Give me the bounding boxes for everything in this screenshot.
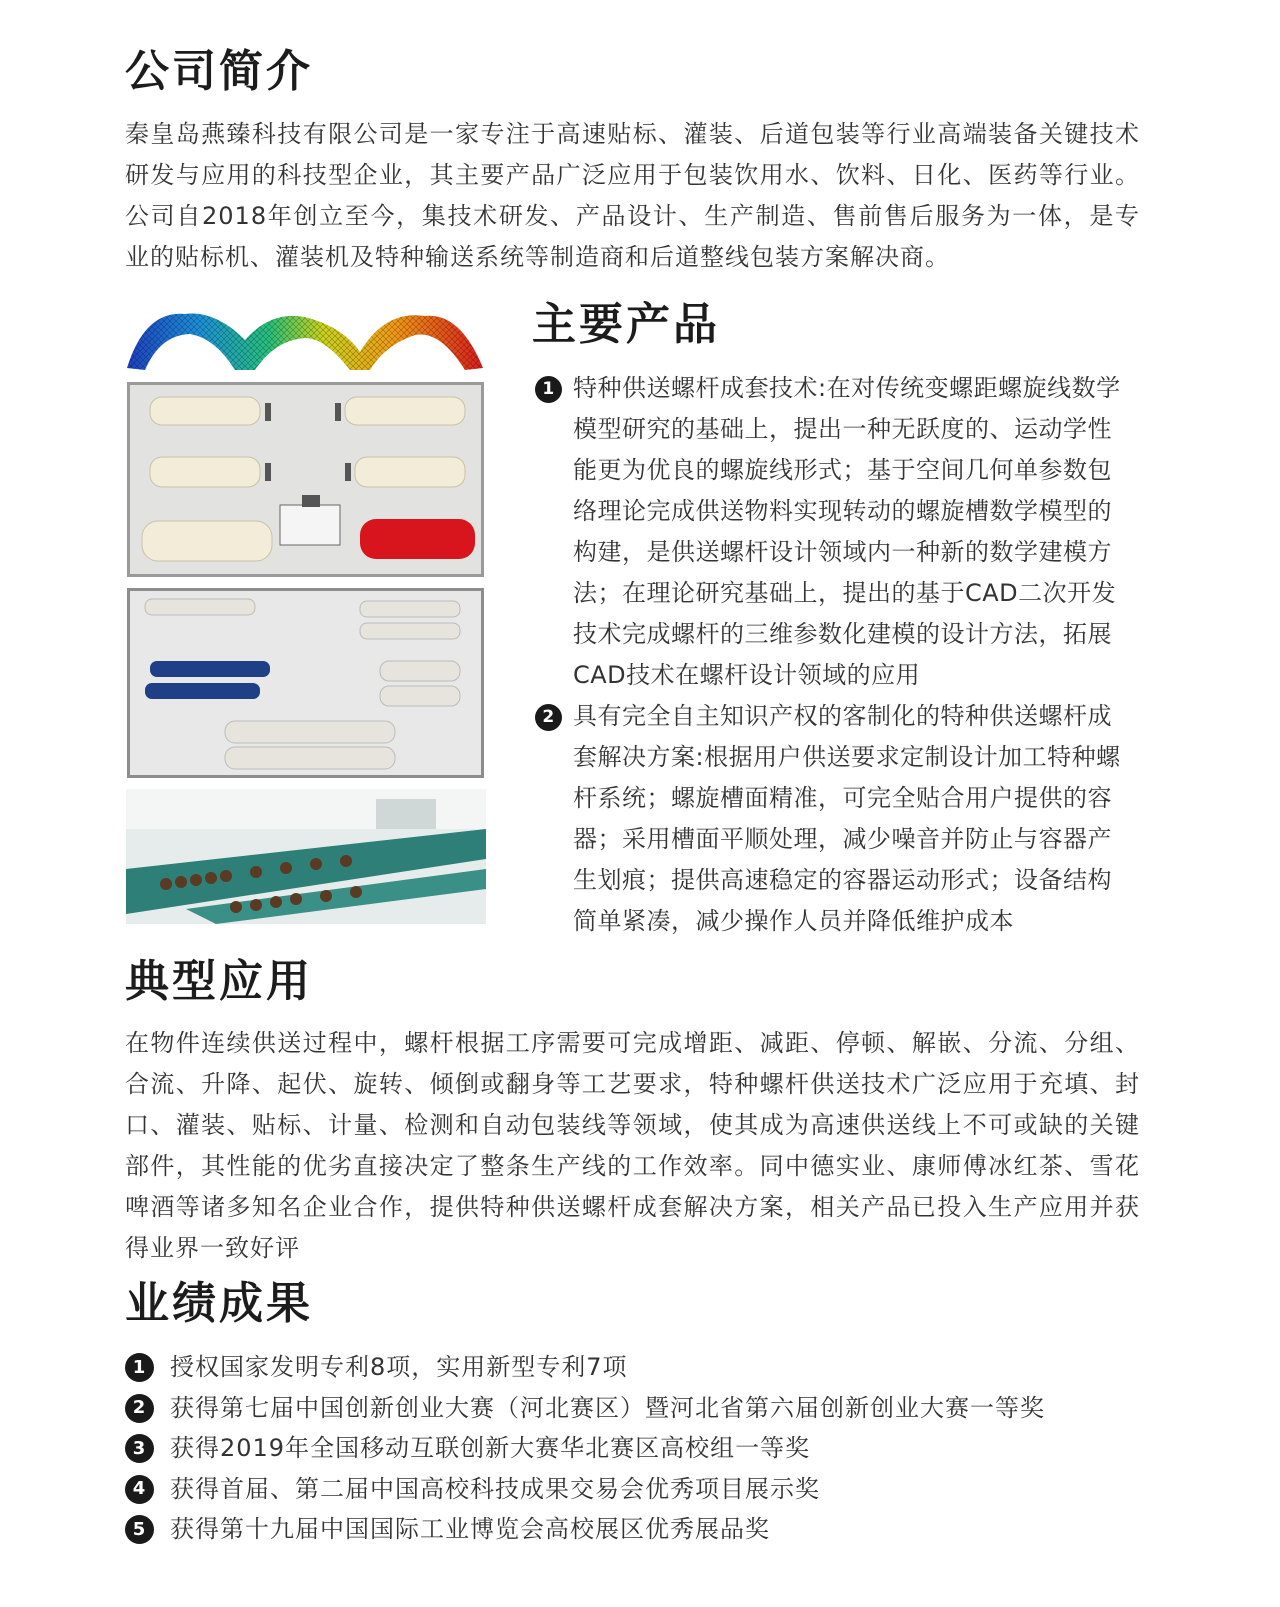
list-item-text: 特种供送螺杆成套技术:在对传统变螺距螺旋线数学模型研究的基础上，提出一种无跃度的、运动学性能更为优良的螺旋线形式；基于空间几何单参数包络理论完成供送物料实现转动的螺旋槽数学模型的构建，是供送螺杆设计领域内一种新的数学建模方法；在理论研究基础上，提出的基于CAD二次开发技术完成螺杆的三维参数化建模的设计方法，拓展CAD技术在螺杆设计领域的应用: [573, 374, 1121, 689]
achievements-list: [125, 1347, 1175, 1550]
number-badge-icon: 1: [535, 376, 562, 403]
products-title: 主要产品: [532, 299, 720, 350]
list-item-text: 具有完全自主知识产权的客制化的特种供送螺杆成套解决方案:根据用户供送要求定制设计加工特种螺杆系统；螺旋槽面精准，可完全贴合用户提供的容器；采用槽面平顺处理，减少噪音并防止与容器产生划痕；提供高速稳定的容器运动形式；设备结构简单紧凑，减少操作人员并降低维护成本: [573, 702, 1121, 935]
number-badge-icon: 5: [125, 1515, 154, 1544]
number-badge-icon: 3: [125, 1434, 154, 1463]
screw-samples-image: [127, 588, 484, 778]
applications-title: 典型应用: [125, 956, 313, 1007]
list-item: [535, 368, 1135, 696]
list-item: [535, 696, 1135, 942]
number-badge-icon: 4: [125, 1475, 154, 1504]
number-badge-icon: 1: [125, 1353, 154, 1382]
list-item: [125, 1428, 1175, 1469]
list-item: [125, 1509, 1175, 1550]
list-item-text: 获得首届、第二届中国高校科技成果交易会优秀项目展示奖: [170, 1474, 820, 1503]
number-badge-icon: 2: [125, 1394, 154, 1423]
list-item-text: 获得第七届中国创新创业大赛（河北赛区）暨河北省第六届创新创业大赛一等奖: [170, 1393, 1045, 1422]
intro-paragraph: 秦皇岛燕臻科技有限公司是一家专注于高速贴标、灌装、后道包装等行业高端装备关键技术研发与应用的科技型企业，其主要产品广泛应用于包装饮用水、饮料、日化、医药等行业。公司自2018年创立至今，集技术研发、产品设计、生产制造、售前售后服务为一体，是专业的贴标机、灌装机及特种输送系统等制造商和后道整线包装方案解决商。: [125, 120, 1140, 271]
applications-paragraph: 在物件连续供送过程中，螺杆根据工序需要可完成增距、减距、停顿、解嵌、分流、分组、合流、升降、起伏、旋转、倾倒或翻身等工艺要求，特种螺杆供送技术广泛应用于充填、封口、灌装、贴标、计量、检测和自动包装线等领域，使其成为高速供送线上不可或缺的关键部件，其性能的优劣直接决定了整条生产线的工作效率。同中德实业、康师傅冰红茶、雪花啤酒等诸多知名企业合作，提供特种供送螺杆成套解决方案，相关产品已投入生产应用并获得业界一致好评: [125, 1029, 1140, 1262]
list-item-text: 授权国家发明专利8项，实用新型专利7项: [170, 1353, 628, 1381]
products-list: [535, 368, 1135, 942]
intro-title: 公司简介: [125, 46, 313, 97]
helix-surface-image: [125, 300, 485, 375]
list-item: [125, 1388, 1175, 1429]
list-item-text: 获得2019年全国移动互联创新大赛华北赛区高校组一等奖: [170, 1434, 811, 1462]
screw-display-board-image: [127, 382, 484, 577]
list-item-text: 获得第十九届中国国际工业博览会高校展区优秀展品奖: [170, 1515, 770, 1543]
achievements-title: 业绩成果: [125, 1278, 313, 1329]
list-item: [125, 1347, 1175, 1388]
production-line-image: [126, 789, 486, 924]
list-item: [125, 1469, 1175, 1510]
number-badge-icon: 2: [535, 704, 562, 731]
